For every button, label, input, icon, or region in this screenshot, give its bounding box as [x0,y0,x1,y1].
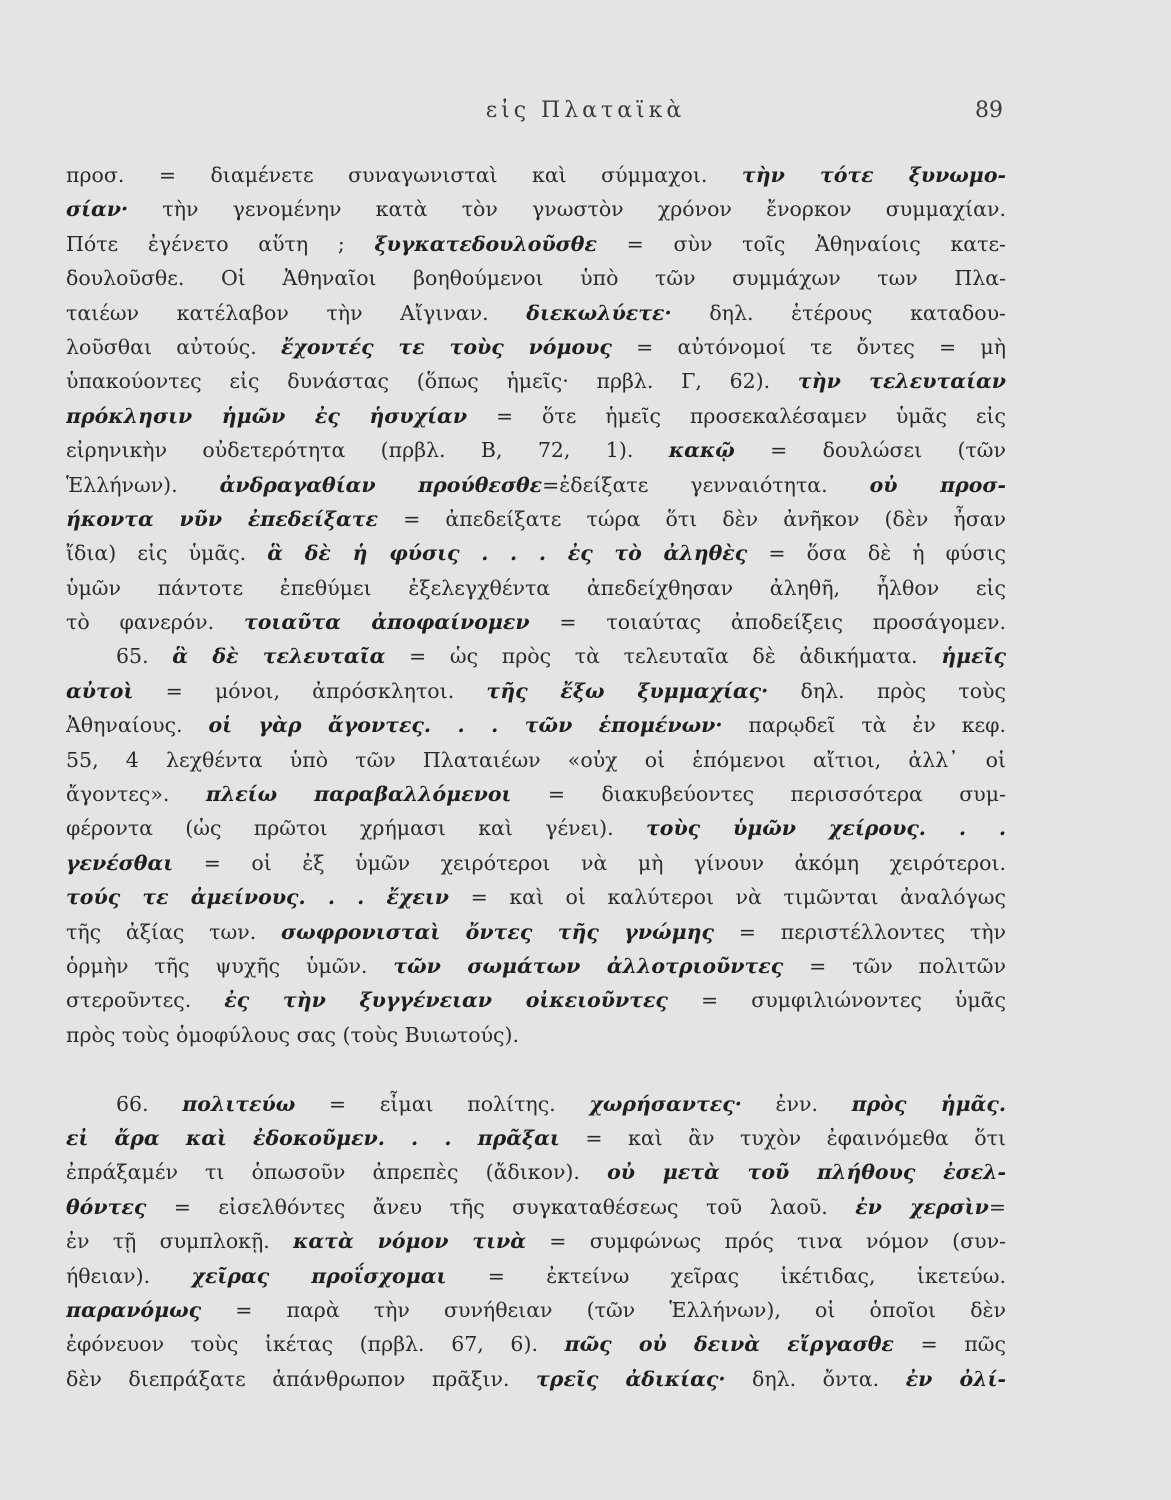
lemma-term: παρανόμως [66,1297,202,1322]
gloss-text: = περιστέλλοντες τὴν [713,919,1006,944]
gloss-text: τὸ φανερόν. [66,610,244,635]
gloss-text: φέροντα (ὡς πρῶτοι χρήμασι καὶ γένει). [66,816,646,841]
gloss-text: πρὸς τοὺς ὁμοφύλους σας (τοὺς Βυιωτούς). [66,1022,520,1047]
lemma-term: τούς τε ἀμείνους. . . ἔχειν [66,885,450,910]
lemma-term: θόντες [66,1194,147,1219]
text-line [66,433,1006,467]
text-line [66,158,1006,192]
gloss-text: τῆς ἀξίας των. [66,919,282,944]
gloss-text: δουλοῦσθε. Οἱ Ἀθηναῖοι βοηθούμενοι ὑπὸ τῶν συμμάχων των Πλα- [66,266,1006,291]
text-line [66,1259,1006,1293]
lemma-term: αὐτοὶ [66,678,134,703]
lemma-term: οἱ γὰρ ἄγοντες. . . τῶν ἑπομένων· [208,713,723,738]
text-line [66,1362,1006,1396]
lemma-term: τὴν τελευταίαν [797,369,1006,394]
gloss-text: λοῦσθαι αὐτούς. [66,334,281,359]
gloss-text: = σὺν τοῖς Ἀθηναίοις κατε- [596,231,1006,256]
lemma-term: τῆς ἔξω ξυμμαχίας· [486,678,769,703]
text-line [66,880,1006,914]
gloss-text: τὴν γενομένην κατὰ τὸν γνωστὸν χρόνον ἔνορκον συμμαχίαν. [128,197,1006,222]
gloss-text: = συμφιλιώνοντες ὑμᾶς [667,988,1006,1013]
lemma-term: τοὺς ὑμῶν χείρους. . . [645,816,1006,841]
gloss-text: ἐν τῇ συμπλοκῇ. [66,1229,294,1254]
gloss-text: = παρὰ τὴν συνήθειαν (τῶν Ἑλλήνων), οἱ ὁποῖοι δὲν [201,1297,1006,1322]
gloss-text: ἐνν. [741,1091,852,1116]
text-line [66,1018,1006,1052]
gloss-text: = μόνοι, ἀπρόσκλητοι. [133,678,487,703]
gloss-text: = ὅσα δὲ ἡ φύσις [747,541,1006,566]
text-line [66,502,1006,536]
gloss-text: στεροῦντες. [66,988,225,1013]
gloss-text: = τοιαύτας ἀποδείξεις προσάγομεν. [529,610,1006,635]
lemma-term: ἡμεῖς [941,644,1006,669]
gloss-text: = οἱ ἐξ ὑμῶν χειρότεροι νὰ μὴ γίνουν ἀκόμη χειρότεροι. [173,850,1006,875]
gloss-text: = ὅτε ἡμεῖς προσεκαλέσαμεν ὑμᾶς εἰς [467,403,1006,428]
gloss-text: ὑμῶν πάντοτε ἐπεθύμει ἐξελεγχθέντα ἀπεδείχθησαν ἀληθῆ, ἦλθον εἰς [66,575,1006,600]
lemma-term: εἰ ἄρα καὶ ἐδοκοῦμεν. . . πρᾶξαι [66,1125,560,1150]
gloss-text: 66. [116,1091,183,1116]
text-line [66,1155,1006,1189]
gloss-text: προσ. = διαμένετε συναγωνισταὶ καὶ σύμμαχοι. [66,163,742,187]
gloss-text: = [988,1194,1006,1219]
gloss-text: = εἶμαι πολίτης. [295,1091,590,1116]
lemma-term: τοιαῦτα ἀποφαίνομεν [243,610,530,635]
text-line [66,261,1006,295]
lemma-term: τῶν σωμάτων ἀλλοτριοῦντες [393,953,784,978]
lemma-term: ἃ δὲ ἡ φύσις . . . ἐς τὸ ἀληθὲς [267,541,748,566]
text-line [66,777,1006,811]
paragraph-gap [66,1052,1006,1086]
page-number: 89 [975,98,1003,123]
text-line [66,571,1006,605]
gloss-text: ἐπράξαμέν τι ὁπωσοῦν ἀπρεπὲς (ἄδικον). [66,1160,608,1185]
gloss-text: Ἀθηναίους. [66,713,209,738]
gloss-text: παρῳδεῖ τὰ ἐν κεφ. [722,713,1006,738]
gloss-text: 65. [116,644,173,669]
gloss-text: δὲν διεπράξατε ἀπάνθρωπον πρᾶξιν. [66,1366,537,1391]
lemma-term: τρεῖς ἀδικίας· [536,1366,726,1391]
gloss-text: ἐφόνευον τοὺς ἱκέτας (πρβλ. 67, 6). [66,1332,565,1357]
lemma-term: διεκωλύετε· [526,300,672,325]
gloss-text: =ἐδείξατε γενναιότητα. [542,472,870,497]
text-line [66,192,1006,226]
lemma-term: οὐ προσ- [869,472,1006,497]
gloss-text: = συμφώνως πρός τινα νόμον (συν- [526,1229,1006,1254]
text-line [66,708,1006,742]
lemma-term: ήκοντα νῦν ἐπεδείξατε [66,506,378,531]
text-line [66,949,1006,983]
gloss-text: = καὶ ἂν τυχὸν ἐφαινόμεθα ὅτι [559,1125,1006,1150]
page-header [0,98,1171,138]
text-line [66,1224,1006,1258]
lemma-term: σωφρονισταὶ ὄντες τῆς γνώμης [281,919,714,944]
gloss-text: δηλ. ἑτέρους καταδου- [671,300,1006,325]
lemma-term: ἐν χερσὶν [855,1194,989,1219]
lemma-term: ἐς τὴν ξυγγένειαν οἰκειοῦντες [224,988,668,1013]
text-line [66,983,1006,1017]
gloss-text: εἰρηνικὴν οὐδετερότητα (πρβλ. Β, 72, 1). [66,438,669,463]
gloss-text: = αὐτόνομοί τε ὄντες = μὴ [611,334,1006,359]
lemma-term: οὐ μετὰ τοῦ πλήθους ἐσελ- [607,1160,1006,1185]
text-line [66,399,1006,433]
gloss-text: = δουλώσει (τῶν [734,438,1006,463]
lemma-term: πλείω παραβαλλόμενοι [205,782,512,807]
gloss-text: = ἐκτείνω χεῖρας ἱκέτιδας, ἱκετεύω. [446,1263,1006,1288]
gloss-text: δηλ. πρὸς τοὺς [768,678,1006,703]
gloss-text: 55, 4 λεχθέντα ὑπὸ τῶν Πλαταιέων «οὐχ οἱ ἑπόμενοι αἴτιοι, ἀλλ᾽ οἱ [66,747,1006,772]
lemma-term: πολιτεύω [182,1091,296,1116]
text-line [66,296,1006,330]
lemma-term: ἃ δὲ τελευταῖα [172,644,386,669]
text-line [66,364,1006,398]
gloss-text: ἄγοντες». [66,782,206,807]
text-line [66,1190,1006,1224]
text-line [66,743,1006,777]
text-line [66,536,1006,570]
gloss-text: ὁρμὴν τῆς ψυχῆς ὑμῶν. [66,953,394,978]
lemma-term: ἐν ὀλί- [905,1366,1006,1391]
text-line [66,674,1006,708]
gloss-text: = ὡς πρὸς τὰ τελευταῖα δὲ ἀδικήματα. [385,644,942,669]
gloss-text: ταιέων κατέλαβον τὴν Αἴγιναν. [66,300,527,325]
commentary-text [66,158,1006,1396]
text-line [66,1121,1006,1155]
text-line [66,1087,1006,1121]
lemma-term: χεῖρας προΐσχομαι [191,1263,447,1288]
text-line [66,227,1006,261]
text-line [66,1293,1006,1327]
lemma-term: γενέσθαι [66,850,174,875]
running-title: εἰς Πλαταϊκὰ [485,98,686,123]
lemma-term: ἀνδραγαθίαν προύθεσθε [219,472,543,497]
gloss-text: = καὶ οἱ καλύτεροι νὰ τιμῶνται ἀναλόγως [449,885,1006,910]
lemma-term: κατὰ νόμον τινὰ [293,1229,527,1254]
gloss-text: = πῶς [893,1332,1006,1357]
text-line [66,605,1006,639]
lemma-term: πρὸς ἡμᾶς. [851,1091,1006,1116]
text-line [66,639,1006,673]
gloss-text: = εἰσελθόντες ἄνευ τῆς συγκαταθέσεως τοῦ λαοῦ. [146,1194,856,1219]
gloss-text: Πότε ἐγένετο αὕτη ; [66,231,375,256]
lemma-term: κακῷ [668,438,735,463]
gloss-text: = διακυβεύοντες περισσότερα συμ- [511,782,1006,807]
gloss-text: ἴδια) εἰς ὑμᾶς. [66,541,268,566]
lemma-term: πῶς οὐ δεινὰ εἴργασθε [564,1332,894,1357]
gloss-text: Ἑλλήνων). [66,472,220,497]
gloss-text: ὑπακούοντες εἰς δυνάστας (ὅπως ἡμεῖς· πρβλ. Γ, 62). [66,369,798,394]
gloss-text: = ἀπεδείξατε τώρα ὅτι δὲν ἀνῆκον (δὲν ἦσαν [378,506,1006,531]
gloss-text: = τῶν πολιτῶν [783,953,1006,978]
text-line [66,468,1006,502]
lemma-term: ξυγκατεδουλοῦσθε [374,231,597,256]
lemma-term: σίαν· [66,197,129,222]
text-line [66,915,1006,949]
gloss-text: δηλ. ὄντα. [725,1366,906,1391]
lemma-term: τὴν τότε ξυνωμο- [741,163,1006,187]
lemma-term: χωρήσαντες· [589,1091,742,1116]
text-line [66,846,1006,880]
lemma-term: ἔχοντές τε τοὺς νόμους [280,334,612,359]
lemma-term: πρόκλησιν ἡμῶν ἐς ἡσυχίαν [66,403,468,428]
text-line [66,330,1006,364]
text-line [66,1327,1006,1361]
text-line [66,811,1006,845]
gloss-text: ήθειαν). [66,1263,192,1288]
